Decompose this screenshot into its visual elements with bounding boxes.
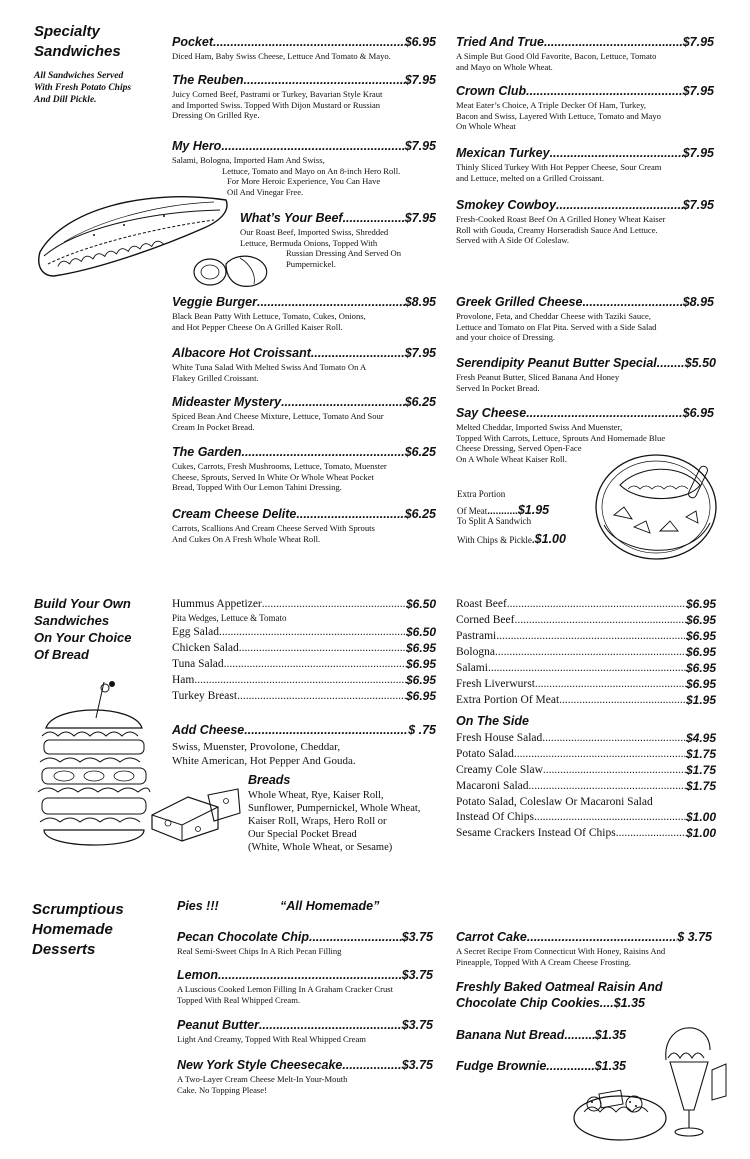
desc-line: Kaiser Roll, Wraps, Hero Roll or — [248, 816, 387, 827]
desc-line: Lettuce, Tomato and Mayo on An 8-inch Hero Roll. — [222, 165, 401, 176]
menu-item — [456, 146, 714, 183]
menu-item — [456, 692, 716, 708]
desc-line: and Hot Pepper Cheese On A Grilled Kaiser Roll. — [172, 321, 343, 332]
desc-line: Provolone, Feta, and Cheddar Cheese with Taziki Sauce, — [456, 311, 651, 321]
desc-line: For More Heroic Experience, You Can Have — [227, 176, 381, 187]
item-price: $6.95 — [685, 629, 716, 643]
item-price: $7.95 — [404, 139, 436, 153]
desc-line: Dressing On Grilled Rye. — [172, 110, 260, 121]
section-title-desserts — [32, 900, 124, 960]
item-name: Chicken Salad — [172, 642, 239, 654]
on-the-side-title: On The Side — [456, 714, 529, 728]
item-name: Pocket — [172, 35, 213, 49]
item-price: $7.95 — [404, 211, 436, 225]
item-price: $3.75 — [401, 1058, 433, 1072]
extra-portion-text: Of Meat — [457, 506, 488, 516]
desc-line: Topped With Real Whipped Cream. — [177, 994, 301, 1005]
desc-line: Juicy Corned Beef, Pastrami or Turkey, Bavarian Style Kraut — [172, 89, 383, 99]
desc-line: Meat Eater’s Choice, A Triple Decker Of Ham, Turkey, — [456, 100, 646, 110]
menu-item — [456, 746, 716, 762]
item-price: $5.50 — [684, 356, 716, 370]
item-price: $ 3.75 — [677, 930, 712, 944]
item-subtext: Pita Wedges, Lettuce & Tomato — [172, 613, 287, 623]
desc-line: A Secret Recipe From Connecticut With Honey, Raisins And — [456, 946, 666, 956]
desc-line: Cheese, Sprouts, Served In White Or Whole Wheat Pocket — [172, 471, 374, 482]
item-price: $6.50 — [405, 597, 436, 611]
item-price: $1.75 — [685, 747, 716, 761]
item-name: Sesame Crackers Instead Of Chips — [456, 827, 616, 839]
desc-line: Spiced Bean And Cheese Mixture, Lettuce, Tomato And Sour — [172, 411, 384, 421]
desc-line: Melted Cheddar, Imported Swiss And Muenster, — [456, 422, 623, 432]
item-price: $6.95 — [685, 597, 716, 611]
item-name: Egg Salad — [172, 626, 219, 638]
desc-line: Served with A Side Of Coleslaw. — [456, 235, 570, 246]
menu-item — [456, 825, 716, 841]
item-price: $3.75 — [401, 968, 433, 982]
item-price: $1.75 — [685, 763, 716, 777]
desc-line: Lettuce, Bermuda Onions, Topped With — [240, 237, 378, 248]
item-price: $3.75 — [401, 930, 433, 944]
item-price: $1.35 — [613, 996, 645, 1010]
menu-item — [456, 84, 714, 132]
item-name: Extra Portion Of Meat — [456, 694, 560, 706]
item-name: What’s Your Beef — [240, 211, 343, 225]
menu-item — [456, 596, 716, 612]
stacked-sandwich-illustration — [34, 678, 154, 868]
desc-line: Russian Dressing And Served On — [286, 248, 402, 259]
item-name: Mideaster Mystery — [172, 395, 282, 409]
cookies-item: Freshly Baked Oatmeal Raisin And Chocolate Chip Cookies .... $1.35 — [456, 980, 663, 1010]
desc-line: A Luscious Cooked Lemon Filling In A Graham Cracker Crust — [177, 984, 394, 994]
breads-block — [248, 773, 420, 854]
item-price: $1.35 — [594, 1059, 626, 1073]
item-name: Albacore Hot Croissant — [172, 346, 311, 360]
item-description — [177, 1074, 433, 1095]
item-name: Macaroni Salad — [456, 780, 529, 792]
item-description — [177, 984, 433, 1005]
item-price: $6.95 — [685, 613, 716, 627]
item-name: Instead Of Chips — [456, 811, 534, 823]
menu-item — [177, 1058, 433, 1095]
item-description — [172, 411, 436, 432]
item-description — [456, 162, 714, 183]
desc-line: Diced Ham, Baby Swiss Cheese, Lettuce And Tomato & Mayo. — [172, 51, 391, 61]
menu-item — [172, 346, 436, 383]
item-price: $1.35 — [594, 1028, 626, 1042]
menu-item — [456, 676, 716, 692]
desc-line: and Lettuce, melted on a Grilled Croissant. — [456, 172, 604, 183]
menu-item — [172, 596, 436, 624]
item-price: $1.00 — [685, 810, 716, 824]
desc-line: Thinly Sliced Turkey With Hot Pepper Cheese, Sour Cream — [456, 162, 662, 172]
menu-item — [456, 198, 714, 246]
menu-item — [177, 1018, 433, 1045]
item-price: $7.95 — [682, 198, 714, 212]
item-description — [172, 523, 436, 544]
item-name: Banana Nut Bread — [456, 1028, 565, 1042]
item-name: Peanut Butter — [177, 1018, 259, 1032]
title-line: Of Bread — [34, 647, 89, 662]
item-name: Creamy Cole Slaw — [456, 764, 543, 776]
desc-line: Fresh Peanut Butter, Sliced Banana And Honey — [456, 372, 620, 382]
title-line: Sandwiches — [34, 43, 121, 60]
item-name: Corned Beef — [456, 614, 515, 626]
menu-item — [456, 730, 716, 746]
item-name: Greek Grilled Cheese — [456, 295, 583, 309]
item-price: $6.95 — [685, 645, 716, 659]
title-line: Build Your Own — [34, 596, 131, 611]
dessert-illustration — [570, 1000, 730, 1150]
item-name: Pecan Chocolate Chip — [177, 930, 309, 944]
item-description — [456, 311, 714, 343]
item-name: My Hero — [172, 139, 222, 153]
item-name: Chocolate Chip Cookies — [456, 996, 600, 1010]
breads-title: Breads — [248, 773, 291, 787]
item-price: $6.95 — [685, 677, 716, 691]
menu-item — [172, 395, 436, 432]
split-text: With Chips & Pickle — [457, 535, 532, 545]
item-name: Carrot Cake — [456, 930, 527, 944]
menu-item — [172, 640, 436, 656]
desc-line: and Mayo on Whole Wheat. — [456, 61, 553, 72]
menu-item — [456, 612, 716, 628]
item-name: Bologna — [456, 646, 495, 658]
item-name: Fresh House Salad — [456, 732, 543, 744]
desc-line: Fresh-Cooked Roast Beef On A Grilled Honey Wheat Kaiser — [456, 214, 666, 224]
desc-line: White Tuna Salad With Melted Swiss And Tomato On A — [172, 362, 367, 372]
desc-line: Roll with Gouda, Creamy Horseradish Sauce And Lettuce. — [456, 224, 658, 235]
desc-line: Carrots, Scallions And Cream Cheese Served With Sprouts — [172, 523, 375, 533]
item-description — [172, 311, 436, 332]
desc-line: On A Whole Wheat Kaiser Roll. — [456, 453, 567, 464]
desc-line: Whole Wheat, Rye, Kaiser Roll, — [248, 790, 384, 801]
item-name: Say Cheese — [456, 406, 527, 420]
item-price: $4.95 — [685, 731, 716, 745]
menu-item — [456, 660, 716, 676]
title-line: Sandwiches — [34, 613, 110, 628]
item-price: $6.95 — [685, 661, 716, 675]
desc-line: Cream In Pocket Bread. — [172, 421, 255, 432]
item-price: $7.95 — [404, 73, 436, 87]
desc-line: Pumpernickel. — [286, 258, 336, 269]
menu-item — [172, 624, 436, 640]
add-cheese-item — [172, 723, 436, 768]
desc-line: Oil And Vinegar Free. — [227, 186, 304, 197]
item-price: $7.95 — [404, 346, 436, 360]
item-description — [456, 214, 714, 246]
item-name: The Reuben — [172, 73, 244, 87]
item-name: Ham — [172, 674, 195, 686]
item-price: $ .75 — [408, 723, 436, 737]
item-price: $7.95 — [682, 84, 714, 98]
item-price: $6.25 — [404, 395, 436, 409]
item-description — [172, 89, 436, 121]
item-name: Fresh Liverwurst — [456, 678, 535, 690]
item-description — [172, 362, 436, 383]
item-price: $8.95 — [404, 295, 436, 309]
note-line: And Dill Pickle. — [34, 95, 97, 105]
sandwich-note — [34, 70, 131, 106]
desc-line: Lettuce and Tomato on Flat Pita. Served with a Side Salad — [456, 321, 657, 332]
item-name: The Garden — [172, 445, 242, 459]
item-name: Cream Cheese Delite — [172, 507, 297, 521]
menu-item — [456, 809, 716, 825]
title-line: Homemade — [32, 921, 113, 938]
item-name: Add Cheese — [172, 723, 245, 737]
desc-line: Swiss, Muenster, Provolone, Cheddar, — [172, 741, 341, 753]
desc-line: Topped With Carrots, Lettuce, Sprouts And Homemade Blue — [456, 432, 666, 443]
item-name: Smokey Cowboy — [456, 198, 557, 212]
desc-line: Real Semi-Sweet Chips In A Rich Pecan Filling — [177, 946, 342, 956]
menu-item — [456, 644, 716, 660]
title-line: On Your Choice — [34, 630, 132, 645]
desc-line: Cheese Dressing, Served Open-Face — [456, 443, 582, 454]
desc-line: White American, Hot Pepper And Gouda. — [172, 755, 356, 767]
desc-line: Salami, Bologna, Imported Ham And Swiss, — [172, 155, 325, 165]
item-name: Freshly Baked Oatmeal Raisin And — [456, 980, 663, 994]
desc-line: Pineapple, Topped With A Cream Cheese Frosting. — [456, 956, 631, 967]
item-price: $6.95 — [405, 657, 436, 671]
side-note: Potato Salad, Coleslaw Or Macaroni Salad — [456, 796, 653, 808]
desc-line: Light And Creamy, Topped With Real Whipped Cream — [177, 1034, 366, 1044]
desc-line: and Imported Swiss. Topped With Dijon Mustard or Russian — [172, 99, 381, 110]
item-price: $6.25 — [404, 445, 436, 459]
item-price: $8.95 — [682, 295, 714, 309]
item-description — [456, 372, 716, 393]
extra-portion-label: Extra Portion — [457, 489, 506, 499]
item-name: Lemon — [177, 968, 218, 982]
split-label: To Split A Sandwich — [457, 516, 532, 526]
item-description — [177, 1034, 433, 1045]
item-price: $6.95 — [405, 641, 436, 655]
item-price: $6.95 — [682, 406, 714, 420]
chips-basket-illustration — [590, 445, 720, 575]
menu-item — [456, 35, 714, 72]
split-row: With Chips & Pickle.$1.00 — [457, 532, 566, 546]
desc-line: (White, Whole Wheat, or Sesame) — [248, 842, 393, 853]
desc-line: Our Special Pocket Bread — [248, 829, 357, 840]
desc-line: A Two-Layer Cream Cheese Melt-In Your-Mouth — [177, 1074, 348, 1084]
carrot-cake-item — [456, 930, 712, 967]
item-name: Serendipity Peanut Butter Special — [456, 356, 657, 370]
item-name: Tried And True — [456, 35, 544, 49]
item-price: $7.95 — [682, 146, 714, 160]
item-price: $6.95 — [405, 689, 436, 703]
desc-line: Cukes, Carrots, Fresh Mushrooms, Lettuce, Tomato, Muenster — [172, 461, 387, 471]
item-name: Salami — [456, 662, 488, 674]
menu-item — [456, 778, 716, 794]
menu-item — [177, 930, 433, 957]
item-name: Turkey Breast — [172, 690, 238, 702]
title-line: Specialty — [34, 23, 100, 40]
item-name: Pastrami — [456, 630, 497, 642]
item-price: $6.95 — [405, 673, 436, 687]
desc-line: Bread, Topped With Our Lemon Tahini Dressing. — [172, 482, 342, 493]
item-name: Fudge Brownie — [456, 1059, 547, 1073]
item-price: $6.25 — [404, 507, 436, 521]
desc-line: Black Bean Patty With Lettuce, Tomato, Cukes, Onions, — [172, 311, 366, 321]
item-name: Crown Club — [456, 84, 527, 98]
onion-illustration — [190, 250, 280, 290]
item-name: Veggie Burger — [172, 295, 257, 309]
menu-item — [177, 968, 433, 1005]
item-price: $7.95 — [682, 35, 714, 49]
desc-line: A Simple But Good Old Favorite, Bacon, Lettuce, Tomato — [456, 51, 657, 61]
title-line: Desserts — [32, 941, 96, 958]
extra-portion-row: Of Meat...........$1.95 — [457, 503, 550, 517]
item-description — [172, 51, 436, 62]
menu-item — [172, 656, 436, 672]
desc-line: Our Roast Beef, Imported Swiss, Shredded — [240, 227, 389, 237]
item-price: $1.75 — [685, 779, 716, 793]
menu-item — [456, 295, 714, 343]
item-name: Potato Salad — [456, 748, 514, 760]
item-price: $3.75 — [401, 1018, 433, 1032]
item-price: $6.50 — [405, 625, 436, 639]
item-description — [456, 51, 714, 72]
item-description — [172, 461, 436, 493]
item-description — [177, 946, 433, 957]
desc-line: Served In Pocket Bread. — [456, 382, 540, 393]
menu-item — [456, 628, 716, 644]
desc-line: Sunflower, Pumpernickel, Whole Wheat, — [248, 803, 421, 814]
item-description — [456, 100, 714, 132]
menu-item — [172, 445, 436, 493]
menu-item — [172, 672, 436, 688]
item-name: Roast Beef — [456, 598, 507, 610]
item-name: New York Style Cheesecake — [177, 1058, 343, 1072]
homemade-label: “All Homemade” — [280, 899, 380, 913]
add-cheese-desc — [172, 740, 436, 768]
title-line: Scrumptious — [32, 901, 124, 918]
menu-item — [172, 688, 436, 704]
desc-line: Flakey Grilled Croissant. — [172, 372, 259, 383]
section-title-build — [34, 595, 132, 663]
split-price: $1.00 — [534, 532, 566, 546]
item-price: $1.95 — [685, 693, 716, 707]
pies-label: Pies !!! — [177, 899, 219, 913]
note-line: With Fresh Potato Chips — [34, 83, 132, 93]
menu-item — [172, 35, 436, 62]
item-name: Tuna Salad — [172, 658, 224, 670]
desc-line: Cake. No Topping Please! — [177, 1084, 267, 1095]
extra-portion-price: $1.95 — [517, 503, 550, 517]
cheese-illustration — [148, 785, 244, 845]
menu-item — [456, 356, 716, 393]
menu-item — [172, 295, 436, 332]
menu-item — [172, 507, 436, 544]
note-line: All Sandwiches Served — [34, 71, 124, 81]
item-name: Hummus Appetizer — [172, 598, 262, 610]
desc-line: On Whole Wheat — [456, 121, 516, 132]
desc-line: Bacon and Swiss, Layered With Lettuce, Tomato and Mayo — [456, 110, 661, 121]
desc-line: and your choice of Dressing. — [456, 332, 556, 343]
section-title-specialty — [34, 22, 121, 62]
menu-item — [172, 73, 436, 121]
item-price: $6.95 — [404, 35, 436, 49]
item-name: Mexican Turkey — [456, 146, 550, 160]
menu-item — [456, 762, 716, 778]
item-price: $1.00 — [685, 826, 716, 840]
desc-line: And Cukes On A Fresh Whole Wheat Roll. — [172, 533, 321, 544]
